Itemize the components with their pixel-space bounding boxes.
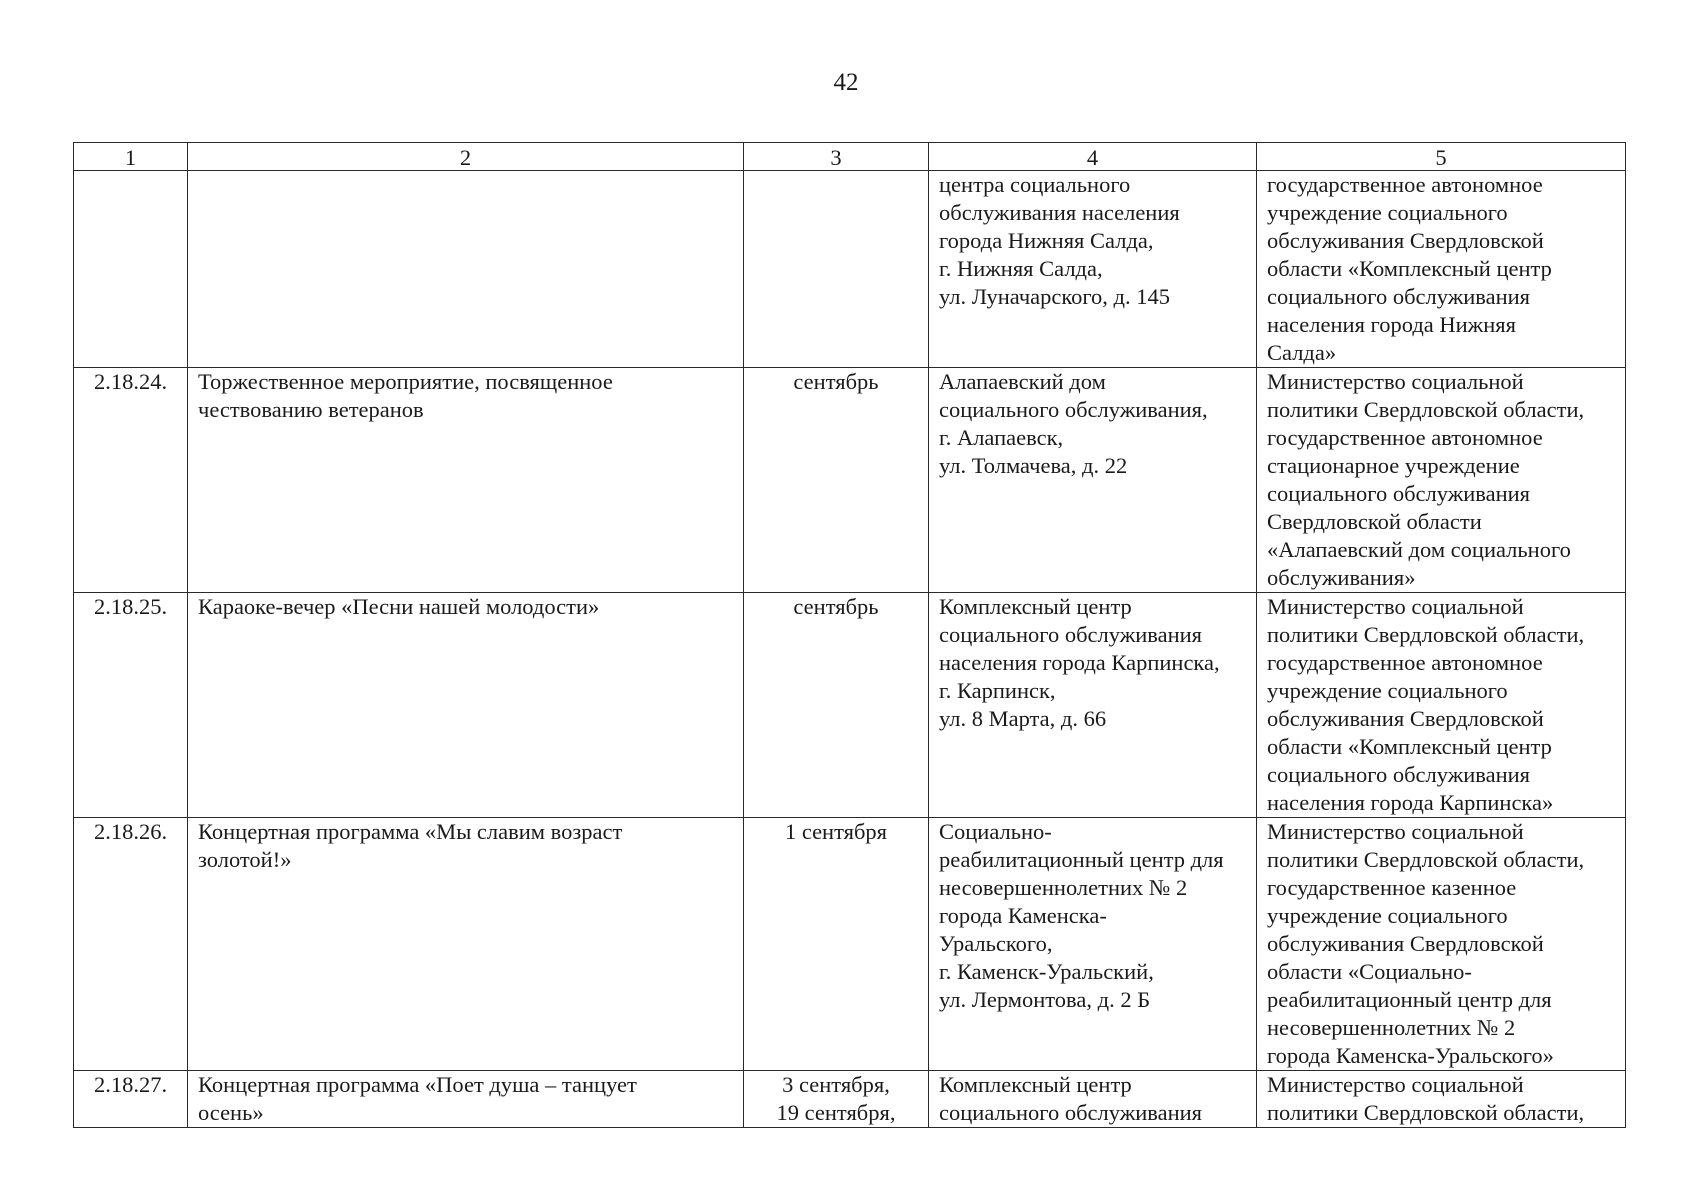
event-place: центра социального обслуживания населения города Нижняя Салда, г. Нижняя Салда, ул. Луначарского, д. 145 bbox=[929, 171, 1257, 368]
row-number: 2.18.26. bbox=[74, 818, 188, 1071]
column-header-1: 1 bbox=[74, 143, 188, 171]
event-name: Торжественное мероприятие, посвященное чествованию ветеранов bbox=[188, 368, 744, 593]
column-header-2: 2 bbox=[188, 143, 744, 171]
event-name bbox=[188, 171, 744, 368]
event-organizer: Министерство социальной политики Свердловской области, bbox=[1257, 1071, 1626, 1128]
row-number bbox=[74, 171, 188, 368]
event-place: Комплексный центр социального обслуживания населения города Карпинска, г. Карпинск, ул. 8 Марта, д. 66 bbox=[929, 593, 1257, 818]
event-date bbox=[744, 171, 929, 368]
table-row bbox=[74, 818, 1626, 1071]
event-date: 3 сентября, 19 сентября, bbox=[744, 1071, 929, 1128]
event-name: Караоке-вечер «Песни нашей молодости» bbox=[188, 593, 744, 818]
event-place: Алапаевский дом социального обслуживания, г. Алапаевск, ул. Толмачева, д. 22 bbox=[929, 368, 1257, 593]
event-date: 1 сентября bbox=[744, 818, 929, 1071]
column-header-3: 3 bbox=[744, 143, 929, 171]
table-header-row bbox=[74, 143, 1626, 171]
event-organizer: Министерство социальной политики Свердловской области, государственное автономное учреждение социального обслуживания Свердловской области «Комплексный центр социального обслуживания населения города Карпинска» bbox=[1257, 593, 1626, 818]
column-header-4: 4 bbox=[929, 143, 1257, 171]
row-number: 2.18.27. bbox=[74, 1071, 188, 1128]
row-number: 2.18.24. bbox=[74, 368, 188, 593]
event-place: Социально- реабилитационный центр для несовершеннолетних № 2 города Каменска- Уральского, г. Каменск-Уральский, ул. Лермонтова, д. 2 Б bbox=[929, 818, 1257, 1071]
column-header-5: 5 bbox=[1257, 143, 1626, 171]
event-place: Комплексный центр социального обслуживания bbox=[929, 1071, 1257, 1128]
event-name: Концертная программа «Поет душа – танцует осень» bbox=[188, 1071, 744, 1128]
page-number: 42 bbox=[833, 69, 859, 96]
event-organizer: Министерство социальной политики Свердловской области, государственное автономное стационарное учреждение социального обслуживания Свердловской области «Алапаевский дом социального обслуживания» bbox=[1257, 368, 1626, 593]
event-date: сентябрь bbox=[744, 368, 929, 593]
table-row bbox=[74, 593, 1626, 818]
event-organizer: Министерство социальной политики Свердловской области, государственное казенное учреждение социального обслуживания Свердловской области «Социально- реабилитационный центр для несовершеннолетних № 2 города Каменска-Уральского» bbox=[1257, 818, 1626, 1071]
event-name: Концертная программа «Мы славим возраст золотой!» bbox=[188, 818, 744, 1071]
table-row bbox=[74, 368, 1626, 593]
table-row bbox=[74, 171, 1626, 368]
row-number: 2.18.25. bbox=[74, 593, 188, 818]
events-table bbox=[73, 142, 1626, 1128]
event-organizer: государственное автономное учреждение социального обслуживания Свердловской области «Комплексный центр социального обслуживания населения города Нижняя Салда» bbox=[1257, 171, 1626, 368]
table-row bbox=[74, 1071, 1626, 1128]
event-date: сентябрь bbox=[744, 593, 929, 818]
